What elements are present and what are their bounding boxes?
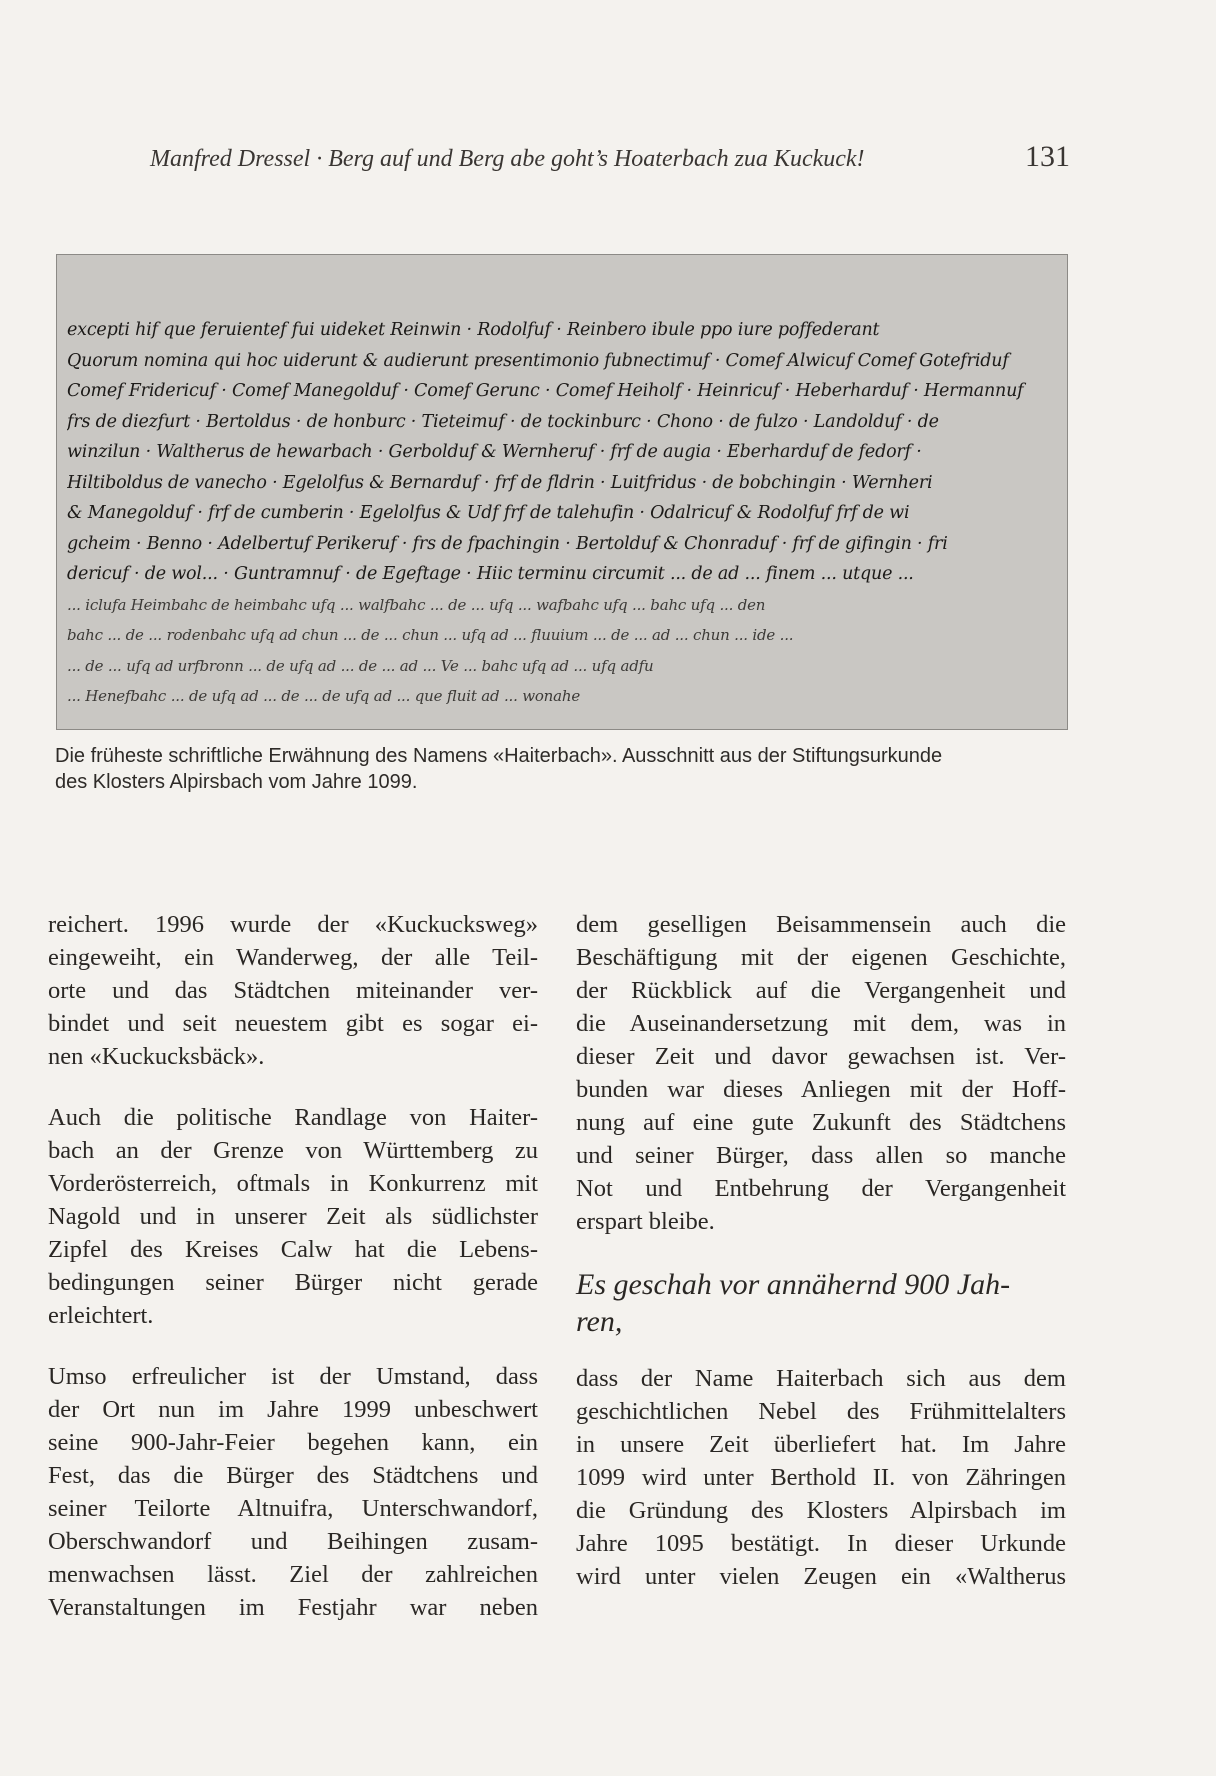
manuscript-line: dericuf · de wol... · Guntramnuf · de Egeftage · Hiic terminu circumit ... de ad ... finem ... utque ...: [67, 564, 914, 584]
text-line: bach an der Grenze von Württemberg zu: [48, 1137, 538, 1164]
left-column: [48, 908, 538, 1652]
text-line: Veranstaltungen im Festjahr war neben: [48, 1594, 538, 1621]
text-line: Fest, das die Bürger des Städtchens und: [48, 1462, 538, 1489]
running-title: Manfred Dressel · Berg auf und Berg abe goht’s Hoaterbach zua Kuckuck!: [150, 146, 865, 172]
text-line: geschichtlichen Nebel des Frühmittelalters: [576, 1398, 1066, 1425]
paragraph: [576, 908, 1066, 1238]
paragraph: [48, 908, 538, 1073]
paragraph: [48, 1360, 538, 1624]
text-line: und seiner Bürger, dass allen so manche: [576, 1142, 1066, 1169]
figure-caption: [55, 743, 1067, 795]
text-line: die Auseinandersetzung mit dem, was in: [576, 1010, 1066, 1037]
text-line: in unsere Zeit überliefert hat. Im Jahre: [576, 1431, 1066, 1458]
text-line: erleichtert.: [48, 1302, 154, 1329]
manuscript-line: bahc ... de ... rodenbahc ufq ad chun ... de ... chun ... ufq ad ... fluuium ... de ... ad ... chun ... ide ...: [67, 626, 794, 644]
text-line: Vorderösterreich, oftmals in Konkurrenz mit: [48, 1170, 538, 1197]
manuscript-line: ... Henefbahc ... de ufq ad ... de ... de ufq ad ... que fluit ad ... wonahe: [67, 687, 581, 705]
page-header: [150, 140, 1070, 180]
manuscript-line: Hiltiboldus de vanecho · Egelolfus & Bernarduf · frf de fldrin · Luitfridus · de bobchingin · Wernheri: [67, 472, 933, 493]
manuscript-line: Quorum nomina qui hoc uiderunt & audierunt presentimonio fubnectimuf · Comef Alwicuf Comef Gotefriduf: [67, 350, 1009, 371]
text-line: nung auf eine gute Zukunft des Städtchens: [576, 1109, 1066, 1136]
text-line: dass der Name Haiterbach sich aus dem: [576, 1365, 1066, 1392]
text-line: dieser Zeit und davor gewachsen ist. Ver-: [576, 1043, 1066, 1070]
text-line: eingeweiht, ein Wanderweg, der alle Teil-: [48, 944, 538, 971]
text-line: die Gründung des Klosters Alpirsbach im: [576, 1497, 1066, 1524]
right-column: [576, 908, 1066, 1621]
text-line: seiner Teilorte Altnuifra, Unterschwandorf,: [48, 1495, 538, 1522]
text-line: der Ort nun im Jahre 1999 unbeschwert: [48, 1396, 538, 1423]
text-line: menwachsen lässt. Ziel der zahlreichen: [48, 1561, 538, 1588]
heading-line: Es geschah vor annähernd 900 Jah-: [576, 1268, 1011, 1301]
text-line: 1099 wird unter Berthold II. von Zähringen: [576, 1464, 1066, 1491]
text-line: wird unter vielen Zeugen ein «Waltherus: [576, 1563, 1066, 1590]
text-line: reichert. 1996 wurde der «Kuckucksweg»: [48, 911, 538, 938]
manuscript-figure: [56, 254, 1068, 730]
caption-line: Die früheste schriftliche Erwähnung des Namens «Haiterbach». Ausschnitt aus der Stiftungsurkunde: [55, 745, 943, 767]
text-line: orte und das Städtchen miteinander ver-: [48, 977, 538, 1004]
text-line: bindet und seit neuestem gibt es sogar ei-: [48, 1010, 538, 1037]
caption-line: des Klosters Alpirsbach vom Jahre 1099.: [55, 771, 418, 793]
text-line: Auch die politische Randlage von Haiter-: [48, 1104, 538, 1131]
manuscript-line: ... iclufa Heimbahc de heimbahc ufq ... walfbahc ... de ... ufq ... wafbahc ufq ... bahc ufq ... den: [67, 595, 766, 614]
text-line: seine 900-Jahr-Feier begehen kann, ein: [48, 1429, 538, 1456]
text-line: bedingungen seiner Bürger nicht gerade: [48, 1269, 538, 1296]
section-heading: [576, 1266, 1066, 1340]
page-number: 131: [1025, 140, 1070, 173]
text-line: Nagold und in unserer Zeit als südlichster: [48, 1203, 538, 1230]
manuscript-line: excepti hif que feruientef fui uideket Reinwin · Rodolfuf · Reinbero ibule ppo iure poffederant: [67, 320, 880, 340]
text-line: der Rückblick auf die Vergangenheit und: [576, 977, 1066, 1004]
text-line: dem geselligen Beisammensein auch die: [576, 911, 1066, 938]
manuscript-line: frs de diezfurt · Bertoldus · de honburc · Tieteimuf · de tockinburc · Chono · de fulzo · Landolduf · de: [67, 411, 939, 432]
text-line: nen «Kuckucksbäck».: [48, 1043, 265, 1070]
manuscript-line: & Manegolduf · frf de cumberin · Egelolfus & Udf frf de talehufin · Odalricuf & Rodolfuf frf de wi: [67, 503, 910, 523]
text-line: Beschäftigung mit der eigenen Geschichte,: [576, 944, 1066, 971]
manuscript-line: Comef Fridericuf · Comef Manegolduf · Comef Gerunc · Comef Heiholf · Heinricuf · Heberharduf · Hermannuf: [67, 381, 1024, 401]
paragraph: [576, 1362, 1066, 1593]
text-line: bunden war dieses Anliegen mit der Hoff-: [576, 1076, 1066, 1103]
text-line: erspart bleibe.: [576, 1208, 715, 1235]
paragraph: [48, 1101, 538, 1332]
text-line: Umso erfreulicher ist der Umstand, dass: [48, 1363, 538, 1390]
text-line: Not und Entbehrung der Vergangenheit: [576, 1175, 1066, 1202]
text-line: Oberschwandorf und Beihingen zusam-: [48, 1528, 538, 1555]
manuscript-line: ... de ... ufq ad urfbronn ... de ufq ad ... de ... ad ... Ve ... bahc ufq ad ... ufq adfu: [67, 656, 654, 675]
heading-line: ren,: [576, 1305, 623, 1338]
text-line: Zipfel des Kreises Calw hat die Lebens-: [48, 1236, 538, 1263]
manuscript-line: gcheim · Benno · Adelbertuf Perikeruf · frs de fpachingin · Bertolduf & Chonraduf · frf de gifingin · fri: [67, 533, 948, 554]
text-line: Jahre 1095 bestätigt. In dieser Urkunde: [576, 1530, 1066, 1557]
manuscript-line: winzilun · Waltherus de hewarbach · Gerbolduf & Wernheruf · frf de augia · Eberharduf de fedorf ·: [67, 442, 922, 462]
manuscript-text: [67, 315, 1057, 712]
